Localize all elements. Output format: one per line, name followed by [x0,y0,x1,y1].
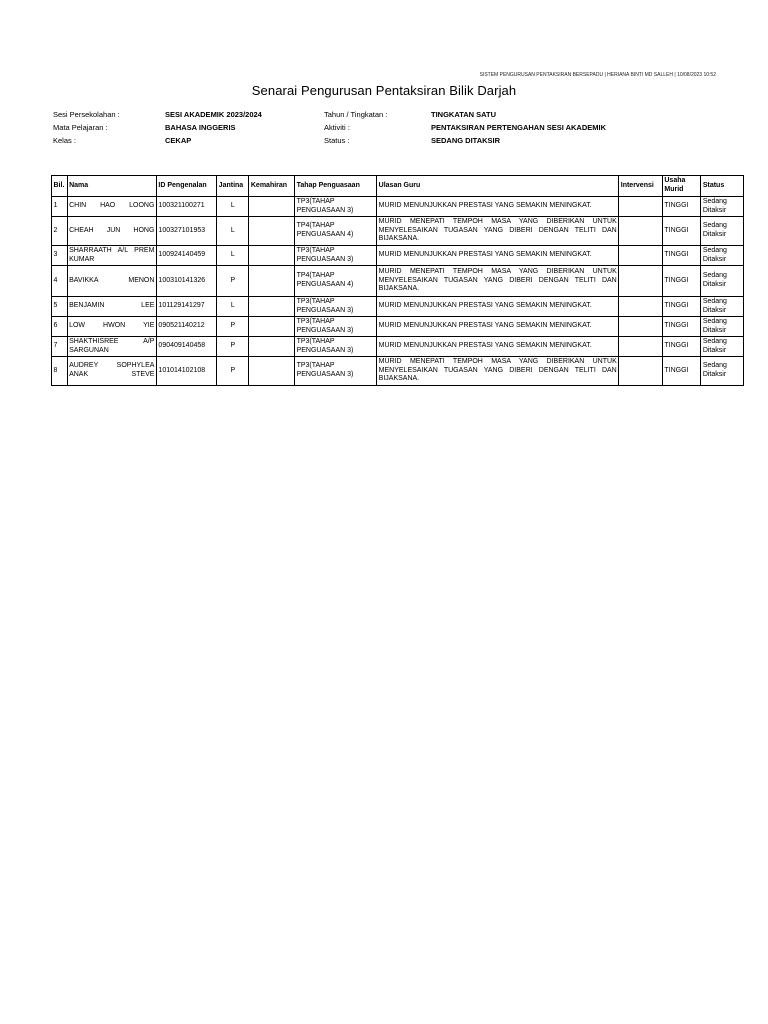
cell-nama: SHAKTHISREE A/P SARGUNAN [67,337,156,357]
cell-jantina: P [217,317,249,337]
cell-tahap: TP3(TAHAP PENGUASAAN 3) [295,246,377,266]
cell-id: 100321100271 [156,197,216,217]
cell-ulasan: MURID MENUNJUKKAN PRESTASI YANG SEMAKIN MENINGKAT. [377,297,619,317]
cell-usaha: TINGGI [662,297,700,317]
cell-tahap: TP4(TAHAP PENGUASAAN 4) [295,266,377,297]
header-kemahiran: Kemahiran [249,176,295,197]
cell-status: Sedang Ditaksir [701,266,744,297]
cell-bil: 1 [52,197,68,217]
cell-status: Sedang Ditaksir [701,246,744,266]
cell-kemahiran [249,246,295,266]
meta-mata-value: BAHASA INGGERIS [165,123,236,132]
cell-status: Sedang Ditaksir [701,217,744,246]
cell-nama: AUDREY SOPHYLEA ANAK STEVE [67,357,156,386]
cell-kemahiran [249,217,295,246]
cell-jantina: P [217,337,249,357]
cell-intervensi [619,197,663,217]
cell-jantina: P [217,357,249,386]
cell-intervensi [619,217,663,246]
cell-bil: 3 [52,246,68,266]
cell-jantina: L [217,246,249,266]
table-row [52,246,744,266]
cell-id: 100310141326 [156,266,216,297]
cell-nama: BENJAMIN LEE [67,297,156,317]
table-row [52,297,744,317]
cell-kemahiran [249,297,295,317]
cell-id: 100327101953 [156,217,216,246]
cell-jantina: P [217,266,249,297]
cell-ulasan: MURID MENUNJUKKAN PRESTASI YANG SEMAKIN MENINGKAT. [377,246,619,266]
cell-tahap: TP3(TAHAP PENGUASAAN 3) [295,337,377,357]
cell-intervensi [619,246,663,266]
cell-id: 090409140458 [156,337,216,357]
cell-usaha: TINGGI [662,246,700,266]
cell-jantina: L [217,217,249,246]
cell-ulasan: MURID MENUNJUKKAN PRESTASI YANG SEMAKIN MENINGKAT. [377,317,619,337]
cell-intervensi [619,297,663,317]
cell-nama: LOW HWON YIE [67,317,156,337]
meta-status-label: Status : [324,136,350,145]
cell-status: Sedang Ditaksir [701,337,744,357]
cell-jantina: L [217,197,249,217]
meta-status-value: SEDANG DITAKSIR [431,136,501,145]
cell-status: Sedang Ditaksir [701,317,744,337]
meta-tahun-label: Tahun / Tingkatan : [324,110,388,119]
cell-kemahiran [249,197,295,217]
system-info-line: SISTEM PENGURUSAN PENTAKSIRAN BERSEPADU | HERIANA BINTI MD SALLEH | 10/08/2023 10:52 [479,72,716,78]
cell-usaha: TINGGI [662,266,700,297]
header-ulasan: Ulasan Guru [377,176,619,197]
meta-tahun-value: TINGKATAN SATU [431,110,496,119]
header-id: ID Pengenalan [156,176,216,197]
meta-sesi-value: SESI AKADEMIK 2023/2024 [165,110,262,119]
header-usaha: Usaha Murid [662,176,700,197]
cell-tahap: TP3(TAHAP PENGUASAAN 3) [295,317,377,337]
header-nama: Nama [67,176,156,197]
cell-tahap: TP4(TAHAP PENGUASAAN 4) [295,217,377,246]
meta-aktiviti-label: Aktiviti : [324,123,350,132]
cell-intervensi [619,357,663,386]
table-row [52,217,744,246]
header-bil: Bil. [52,176,68,197]
cell-ulasan: MURID MENEPATI TEMPOH MASA YANG DIBERIKAN UNTUK MENYELESAIKAN TUGASAN YANG DIBERI DENGAN TELITI DAN BIJAKSANA. [377,266,619,297]
header-tahap: Tahap Penguasaan [295,176,377,197]
cell-intervensi [619,337,663,357]
meta-kelas-value: CEKAP [165,136,192,145]
cell-nama: CHEAH JUN HONG [67,217,156,246]
header-status: Status [701,176,744,197]
cell-bil: 6 [52,317,68,337]
cell-jantina: L [217,297,249,317]
cell-ulasan: MURID MENUNJUKKAN PRESTASI YANG SEMAKIN MENINGKAT. [377,197,619,217]
table-row [52,266,744,297]
cell-kemahiran [249,337,295,357]
meta-aktiviti-value: PENTAKSIRAN PERTENGAHAN SESI AKADEMIK [431,123,607,132]
cell-status: Sedang Ditaksir [701,357,744,386]
page-title: Senarai Pengurusan Pentaksiran Bilik Darjah [251,83,517,98]
cell-bil: 8 [52,357,68,386]
table-row [52,357,744,386]
cell-ulasan: MURID MENUNJUKKAN PRESTASI YANG SEMAKIN MENINGKAT. [377,337,619,357]
cell-nama: CHIN HAO LOONG [67,197,156,217]
cell-usaha: TINGGI [662,357,700,386]
cell-usaha: TINGGI [662,217,700,246]
cell-intervensi [619,317,663,337]
cell-tahap: TP3(TAHAP PENGUASAAN 3) [295,297,377,317]
header-jantina: Jantina [217,176,249,197]
table-row [52,337,744,357]
cell-usaha: TINGGI [662,337,700,357]
table-row [52,197,744,217]
cell-kemahiran [249,317,295,337]
table-row [52,317,744,337]
cell-id: 090521140212 [156,317,216,337]
table-header-row [52,176,744,197]
header-intervensi: Intervensi [619,176,663,197]
cell-tahap: TP3(TAHAP PENGUASAAN 3) [295,197,377,217]
cell-bil: 7 [52,337,68,357]
cell-kemahiran [249,357,295,386]
cell-nama: SHARRAATH A/L PREM KUMAR [67,246,156,266]
cell-bil: 4 [52,266,68,297]
cell-usaha: TINGGI [662,317,700,337]
assessment-table [51,175,744,386]
cell-status: Sedang Ditaksir [701,297,744,317]
cell-nama: BAVIKKA MENON [67,266,156,297]
meta-mata-label: Mata Pelajaran : [53,123,108,132]
cell-kemahiran [249,266,295,297]
meta-kelas-label: Kelas : [53,136,76,145]
cell-id: 101014102108 [156,357,216,386]
cell-id: 100924140459 [156,246,216,266]
cell-id: 101129141297 [156,297,216,317]
cell-bil: 2 [52,217,68,246]
cell-tahap: TP3(TAHAP PENGUASAAN 3) [295,357,377,386]
cell-usaha: TINGGI [662,197,700,217]
meta-sesi-label: Sesi Persekolahan : [53,110,120,119]
cell-ulasan: MURID MENEPATI TEMPOH MASA YANG DIBERIKAN UNTUK MENYELESAIKAN TUGASAN YANG DIBERI DENGAN TELITI DAN BIJAKSANA. [377,217,619,246]
cell-status: Sedang Ditaksir [701,197,744,217]
cell-intervensi [619,266,663,297]
cell-ulasan: MURID MENEPATI TEMPOH MASA YANG DIBERIKAN UNTUK MENYELESAIKAN TUGASAN YANG DIBERI DENGAN TELITI DAN BIJAKSANA. [377,357,619,386]
cell-bil: 5 [52,297,68,317]
